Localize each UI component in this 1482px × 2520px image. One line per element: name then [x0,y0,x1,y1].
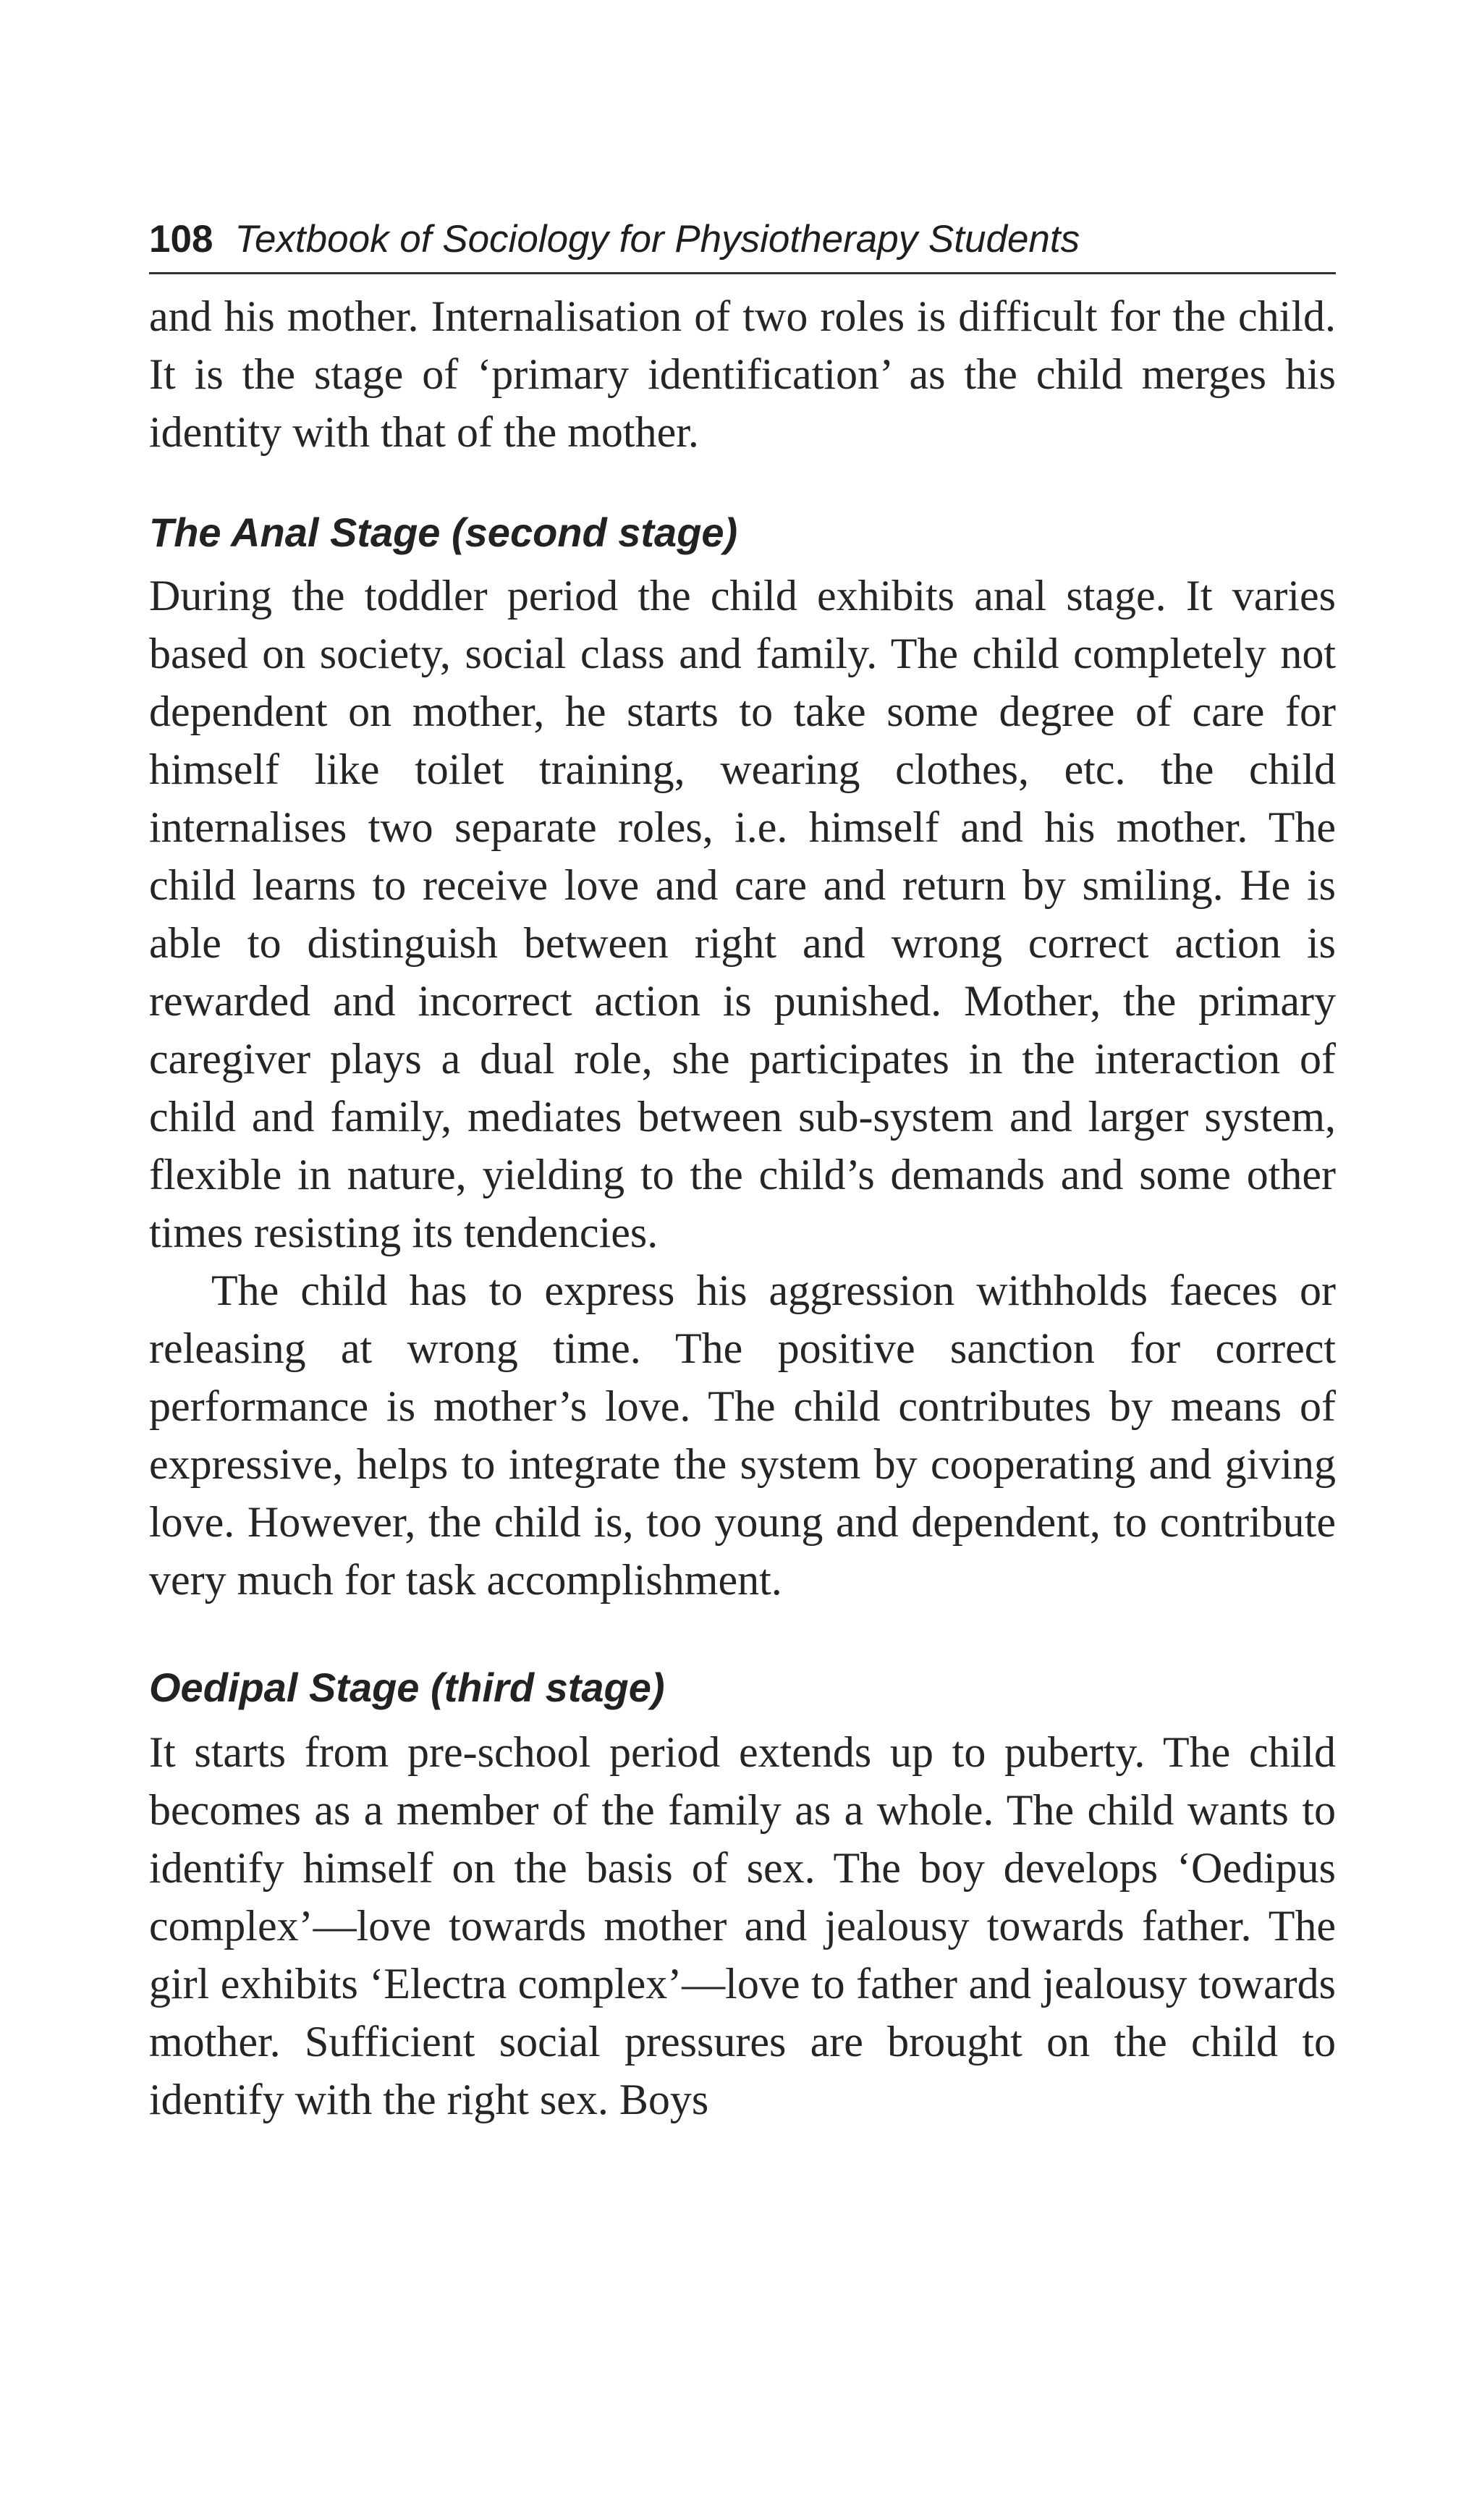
oedipal-stage-heading: Oedipal Stage (third stage) [149,1665,665,1710]
book-page [149,217,1336,2128]
opening-paragraph: and his mother. Internalisation of two roles is difficult for the child. It is the stage of ‘primary identification’ as the child merges his identity with that of the mother. [149,292,1336,456]
oedipal-stage-paragraph-1: It starts from pre-school period extends up to puberty. The child becomes as a member of the family as a whole. The child wants to identify himself on the basis of sex. The boy develops ‘Oedipus complex’—love towards mother and jealousy towards father. The girl exhibits ‘Electra complex’—love to father and jealousy towards mother. Sufficient social pressures are brought on the child to identify with the right sex. Boys [149,1728,1336,2123]
page-number: 108 [149,218,213,261]
running-header [149,217,1336,274]
anal-stage-paragraph-1: During the toddler period the child exhibits anal stage. It varies based on society, social class and family. The child completely not dependent on mother, he starts to take some degree of care for himself like toilet training, wearing clothes, etc. the child internalises two separate roles, i.e. himself and his mother. The child learns to receive love and care and return by smiling. He is able to distinguish between right and wrong correct action is rewarded and incorrect action is punished. Mother, the primary caregiver plays a dual role, she participates in the interaction of child and family, mediates between sub-system and larger system, flexible in nature, yielding to the child’s demands and some other times resisting its tendencies. [149,572,1336,1256]
anal-stage-paragraph-2: The child has to express his aggression withholds faeces or releasing at wrong time. The positive sanction for correct performance is mother’s love. The child contributes by means of expressive, helps to integrate the system by cooperating and giving love. However, the child is, too young and dependent, to contribute very much for task accomplishment. [149,1267,1336,1604]
book-title: Textbook of Sociology for Physiotherapy Students [234,218,1080,261]
anal-stage-heading: The Anal Stage (second stage) [149,510,738,555]
